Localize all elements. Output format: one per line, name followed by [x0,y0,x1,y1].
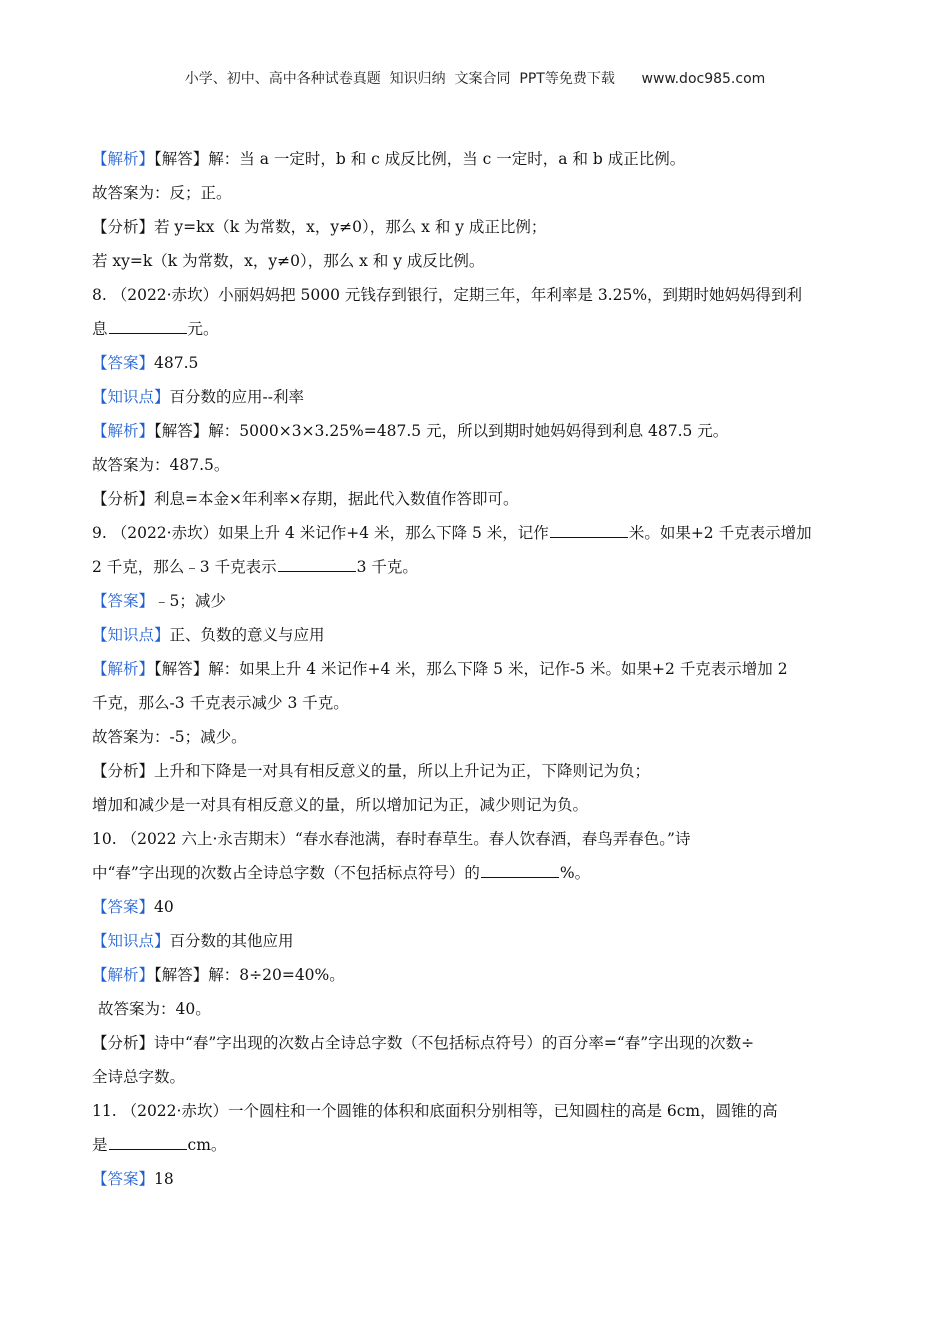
section-tag: 【解析】 [92,150,155,168]
line-text: 若 xy=k（k 为常数，x，y≠0），那么 x 和 y 成反比例。 [92,252,485,270]
line-text: 8. （2022·赤坎）小丽妈妈把 5000 元钱存到银行，定期三年，年利率是 3.25%，到期时她妈妈得到利 [92,286,803,304]
text-line [92,856,872,890]
section-tag: 【答案】 [92,898,155,916]
text-line [92,686,872,720]
line-text: 【解答】解：如果上升 4 米记作+4 米，那么下降 5 米，记作-5 米。如果+2 千克表示增加 2 [154,660,788,678]
line-text: 【分析】利息=本金×年利率×存期，据此代入数值作答即可。 [92,490,519,508]
section-tag: 【知识点】 [92,388,170,406]
document-body [92,142,872,1196]
line-text: 【解答】解：当 a 一定时，b 和 c 成反比例，当 c 一定时，a 和 b 成正比例。 [154,150,686,168]
text-line [92,1128,872,1162]
line-text-after-blank: 米。如果+2 千克表示增加 [628,524,812,542]
line-text: 【分析】若 y=kx（k 为常数，x，y≠0），那么 x 和 y 成正比例； [92,218,547,236]
answer-blank [109,317,187,334]
text-line [92,720,872,754]
answer-blank [109,1133,187,1150]
line-text: 百分数的其他应用 [169,932,294,950]
text-line [92,210,872,244]
line-text-after-blank: 3 千克。 [356,558,418,576]
text-line [92,1162,872,1196]
line-text: 故答案为：反；正。 [92,184,232,202]
line-text-after-blank: %。 [559,864,591,882]
text-line [92,618,872,652]
text-line [92,176,872,210]
line-text: 故答案为：40。 [98,1000,211,1018]
section-tag: 【答案】 [92,354,155,372]
text-line [92,584,872,618]
text-line [92,312,872,346]
text-line [92,414,872,448]
section-tag: 【知识点】 [92,626,170,644]
line-text: 全诗总字数。 [92,1068,186,1086]
text-line [92,1060,872,1094]
text-line [92,380,872,414]
line-text: 是 [92,1136,108,1154]
text-line [92,1094,872,1128]
line-text: 【解答】解：5000×3×3.25%=487.5 元，所以到期时她妈妈得到利息 487.5 元。 [154,422,729,440]
line-text: 百分数的应用--利率 [169,388,304,406]
text-line [92,448,872,482]
line-text: 9. （2022·赤坎）如果上升 4 米记作+4 米，那么下降 5 米，记作 [92,524,549,542]
line-text: 故答案为：-5；减少。 [92,728,247,746]
answer-blank [481,861,559,878]
text-line [92,278,872,312]
line-text: ﹣5；减少 [154,592,226,610]
section-tag: 【解析】 [92,660,155,678]
text-line [92,754,872,788]
section-tag: 【解析】 [92,966,155,984]
text-line [92,788,872,822]
line-text: 11. （2022·赤坎）一个圆柱和一个圆锥的体积和底面积分别相等，已知圆柱的高是 6cm，圆锥的高 [92,1102,778,1120]
line-text-after-blank: cm。 [187,1136,227,1154]
line-text: 【分析】诗中“春”字出现的次数占全诗总字数（不包括标点符号）的百分率=“春”字出现的次数÷ [92,1034,755,1052]
line-text: 增加和减少是一对具有相反意义的量，所以增加记为正，减少则记为负。 [92,796,589,814]
line-text: 2 千克，那么﹣3 千克表示 [92,558,277,576]
text-line [92,822,872,856]
text-line [92,992,872,1026]
text-line [92,652,872,686]
text-line [92,346,872,380]
line-text: 487.5 [154,354,199,372]
line-text: 息 [92,320,108,338]
section-tag: 【答案】 [92,592,155,610]
page-header: 小学、初中、高中各种试卷真题 知识归纳 文案合同 PPT等免费下载 www.doc985.com [184,71,766,87]
text-line [92,482,872,516]
line-text: 故答案为：487.5。 [92,456,230,474]
line-text: 【分析】上升和下降是一对具有相反意义的量，所以上升记为正，下降则记为负； [92,762,651,780]
text-line [92,142,872,176]
text-line [92,516,872,550]
line-text-after-blank: 元。 [187,320,219,338]
line-text: 40 [154,898,174,916]
text-line [92,550,872,584]
section-tag: 【知识点】 [92,932,170,950]
text-line [92,890,872,924]
text-line [92,924,872,958]
line-text: 【解答】解：8÷20=40%。 [154,966,345,984]
text-line [92,958,872,992]
section-tag: 【答案】 [92,1170,155,1188]
answer-blank [550,521,628,538]
line-text: 中“春”字出现的次数占全诗总字数（不包括标点符号）的 [92,864,480,882]
text-line [92,1026,872,1060]
line-text: 10. （2022 六上·永吉期末）“春水春池满，春时春草生。春人饮春酒，春鸟弄春色。”诗 [92,830,691,848]
text-line [92,244,872,278]
line-text: 千克，那么-3 千克表示减少 3 千克。 [92,694,349,712]
line-text: 正、负数的意义与应用 [169,626,325,644]
section-tag: 【解析】 [92,422,155,440]
line-text: 18 [154,1170,174,1188]
answer-blank [278,555,356,572]
